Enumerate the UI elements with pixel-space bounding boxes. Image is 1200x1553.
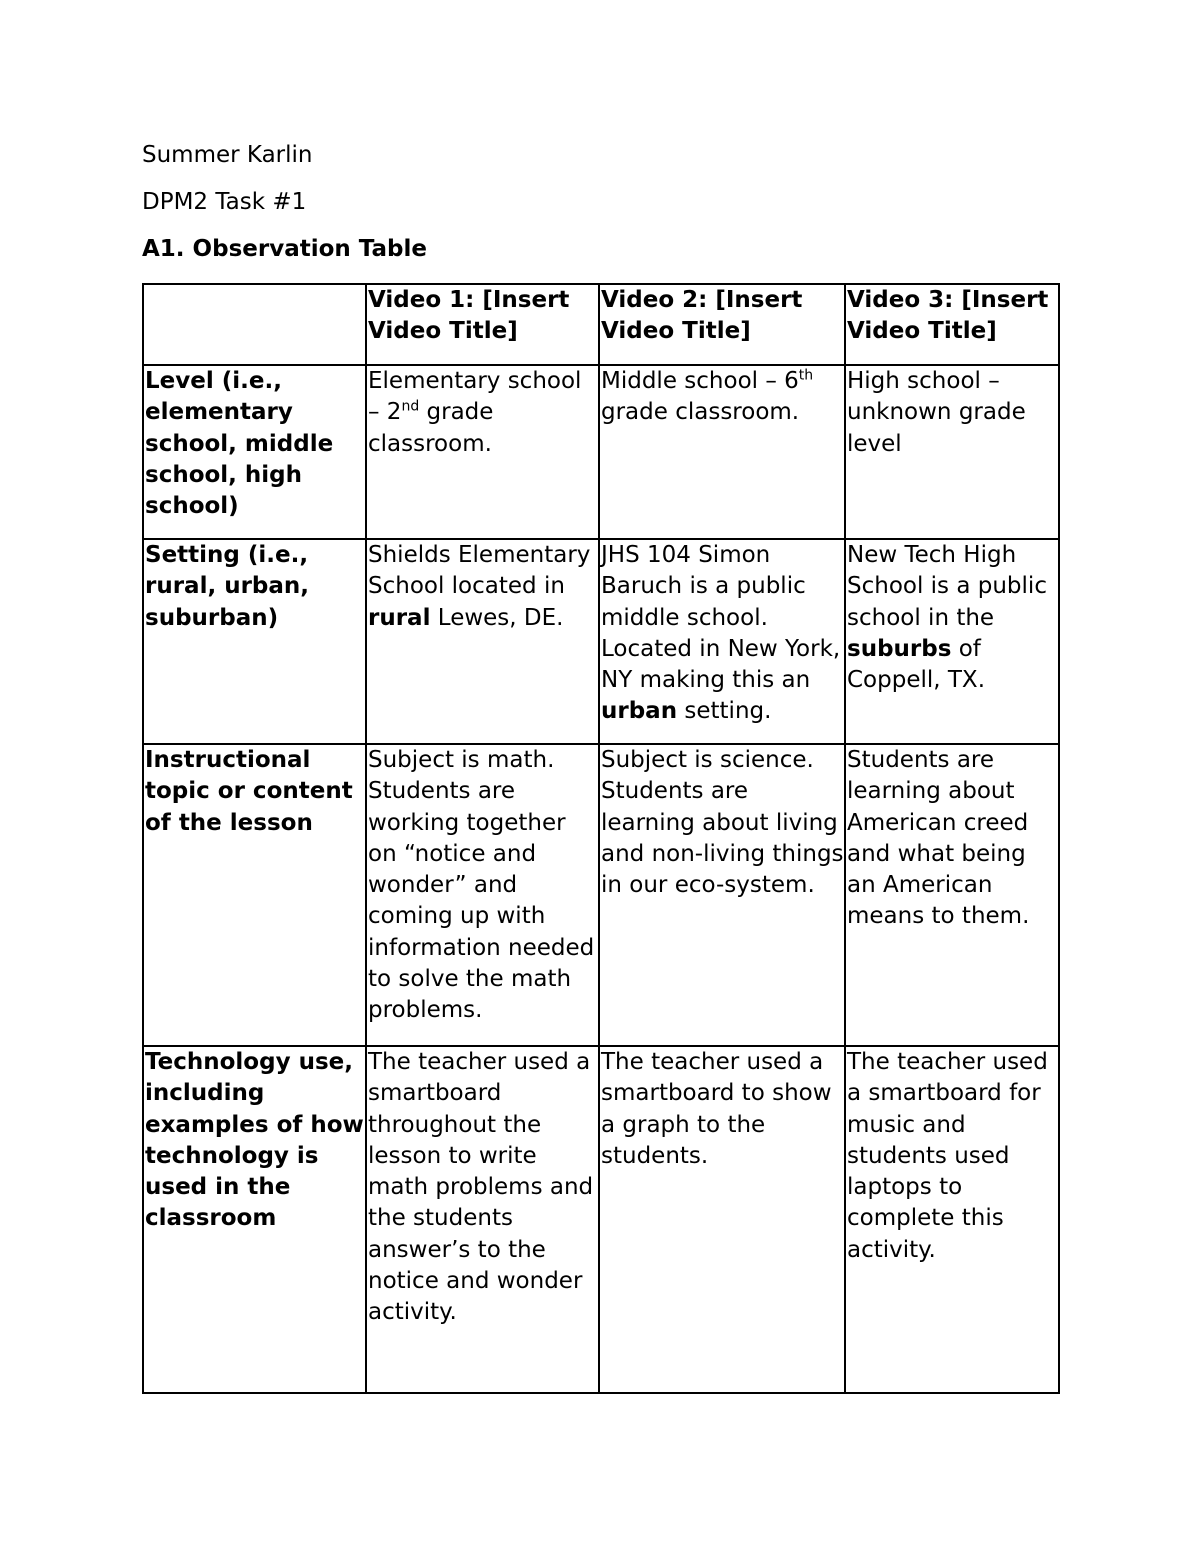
text-part: Middle school – 6 — [601, 368, 799, 394]
text-part: grade classroom. — [368, 399, 494, 457]
cell-topic-video-1: Subject is math. Students are working together on “notice and wonder” and coming up with information needed to solve the math problems. — [366, 744, 599, 1046]
cell-setting-video-1 — [366, 539, 599, 744]
cell-technology-video-2: The teacher used a smartboard to show a graph to the students. — [599, 1046, 845, 1393]
table-row-technology — [143, 1046, 1059, 1393]
cell-level-video-3: High school – unknown grade level — [845, 365, 1059, 539]
header-video-3: Video 3: [Insert Video Title] — [845, 284, 1059, 365]
text-part: of Coppell, TX. — [847, 635, 985, 694]
corner-cell — [143, 284, 366, 365]
text-part: New Tech High School is a public school in the — [847, 542, 1047, 631]
cell-topic-video-3: Students are learning about American creed and what being an American means to them. — [845, 744, 1059, 1046]
cell-topic-video-2: Subject is science. Students are learning about living and non-living things in our eco-system. — [599, 744, 845, 1046]
cell-technology-video-3: The teacher used a smartboard for music and students used laptops to complete this activity. — [845, 1046, 1059, 1393]
table-header-row — [143, 284, 1059, 365]
cell-level-video-2 — [599, 365, 845, 539]
text-part: JHS 104 Simon Baruch is a public middle school. Located in New York, NY making this an — [601, 542, 841, 694]
superscript: nd — [401, 398, 420, 415]
text-part: Lewes, DE. — [430, 604, 564, 631]
bold-term: suburbs — [847, 635, 952, 662]
cell-setting-video-3 — [845, 539, 1059, 744]
cell-level-video-1 — [366, 365, 599, 539]
text-part: setting. — [677, 698, 772, 725]
table-row-setting — [143, 539, 1059, 744]
task-title: DPM2 Task #1 — [142, 189, 307, 215]
text-part: grade classroom. — [601, 399, 800, 426]
table-row-topic — [143, 744, 1059, 1046]
superscript: th — [798, 367, 814, 384]
table-heading: A1. Observation Table — [142, 236, 427, 262]
table-row-level — [143, 365, 1059, 539]
header-video-2: Video 2: [Insert Video Title] — [599, 284, 845, 365]
header-video-1: Video 1: [Insert Video Title] — [366, 284, 599, 365]
text-part: Shields Elementary School located in — [368, 542, 591, 600]
author-name: Summer Karlin — [142, 142, 313, 168]
cell-setting-video-2 — [599, 539, 845, 744]
row-label-technology: Technology use, including examples of how technology is used in the classroom — [143, 1046, 366, 1393]
cell-technology-video-1: The teacher used a smartboard throughout the lesson to write math problems and the students answer’s to the notice and wonder activity. — [366, 1046, 599, 1393]
row-label-level: Level (i.e., elementary school, middle school, high school) — [143, 365, 366, 539]
row-label-topic: Instructional topic or content of the lesson — [143, 744, 366, 1046]
text-part: Elementary school – 2 — [368, 368, 582, 426]
row-label-setting: Setting (i.e., rural, urban, suburban) — [143, 539, 366, 744]
bold-term: rural — [368, 604, 431, 631]
bold-term: urban — [601, 698, 678, 725]
observation-table — [142, 283, 1060, 1394]
